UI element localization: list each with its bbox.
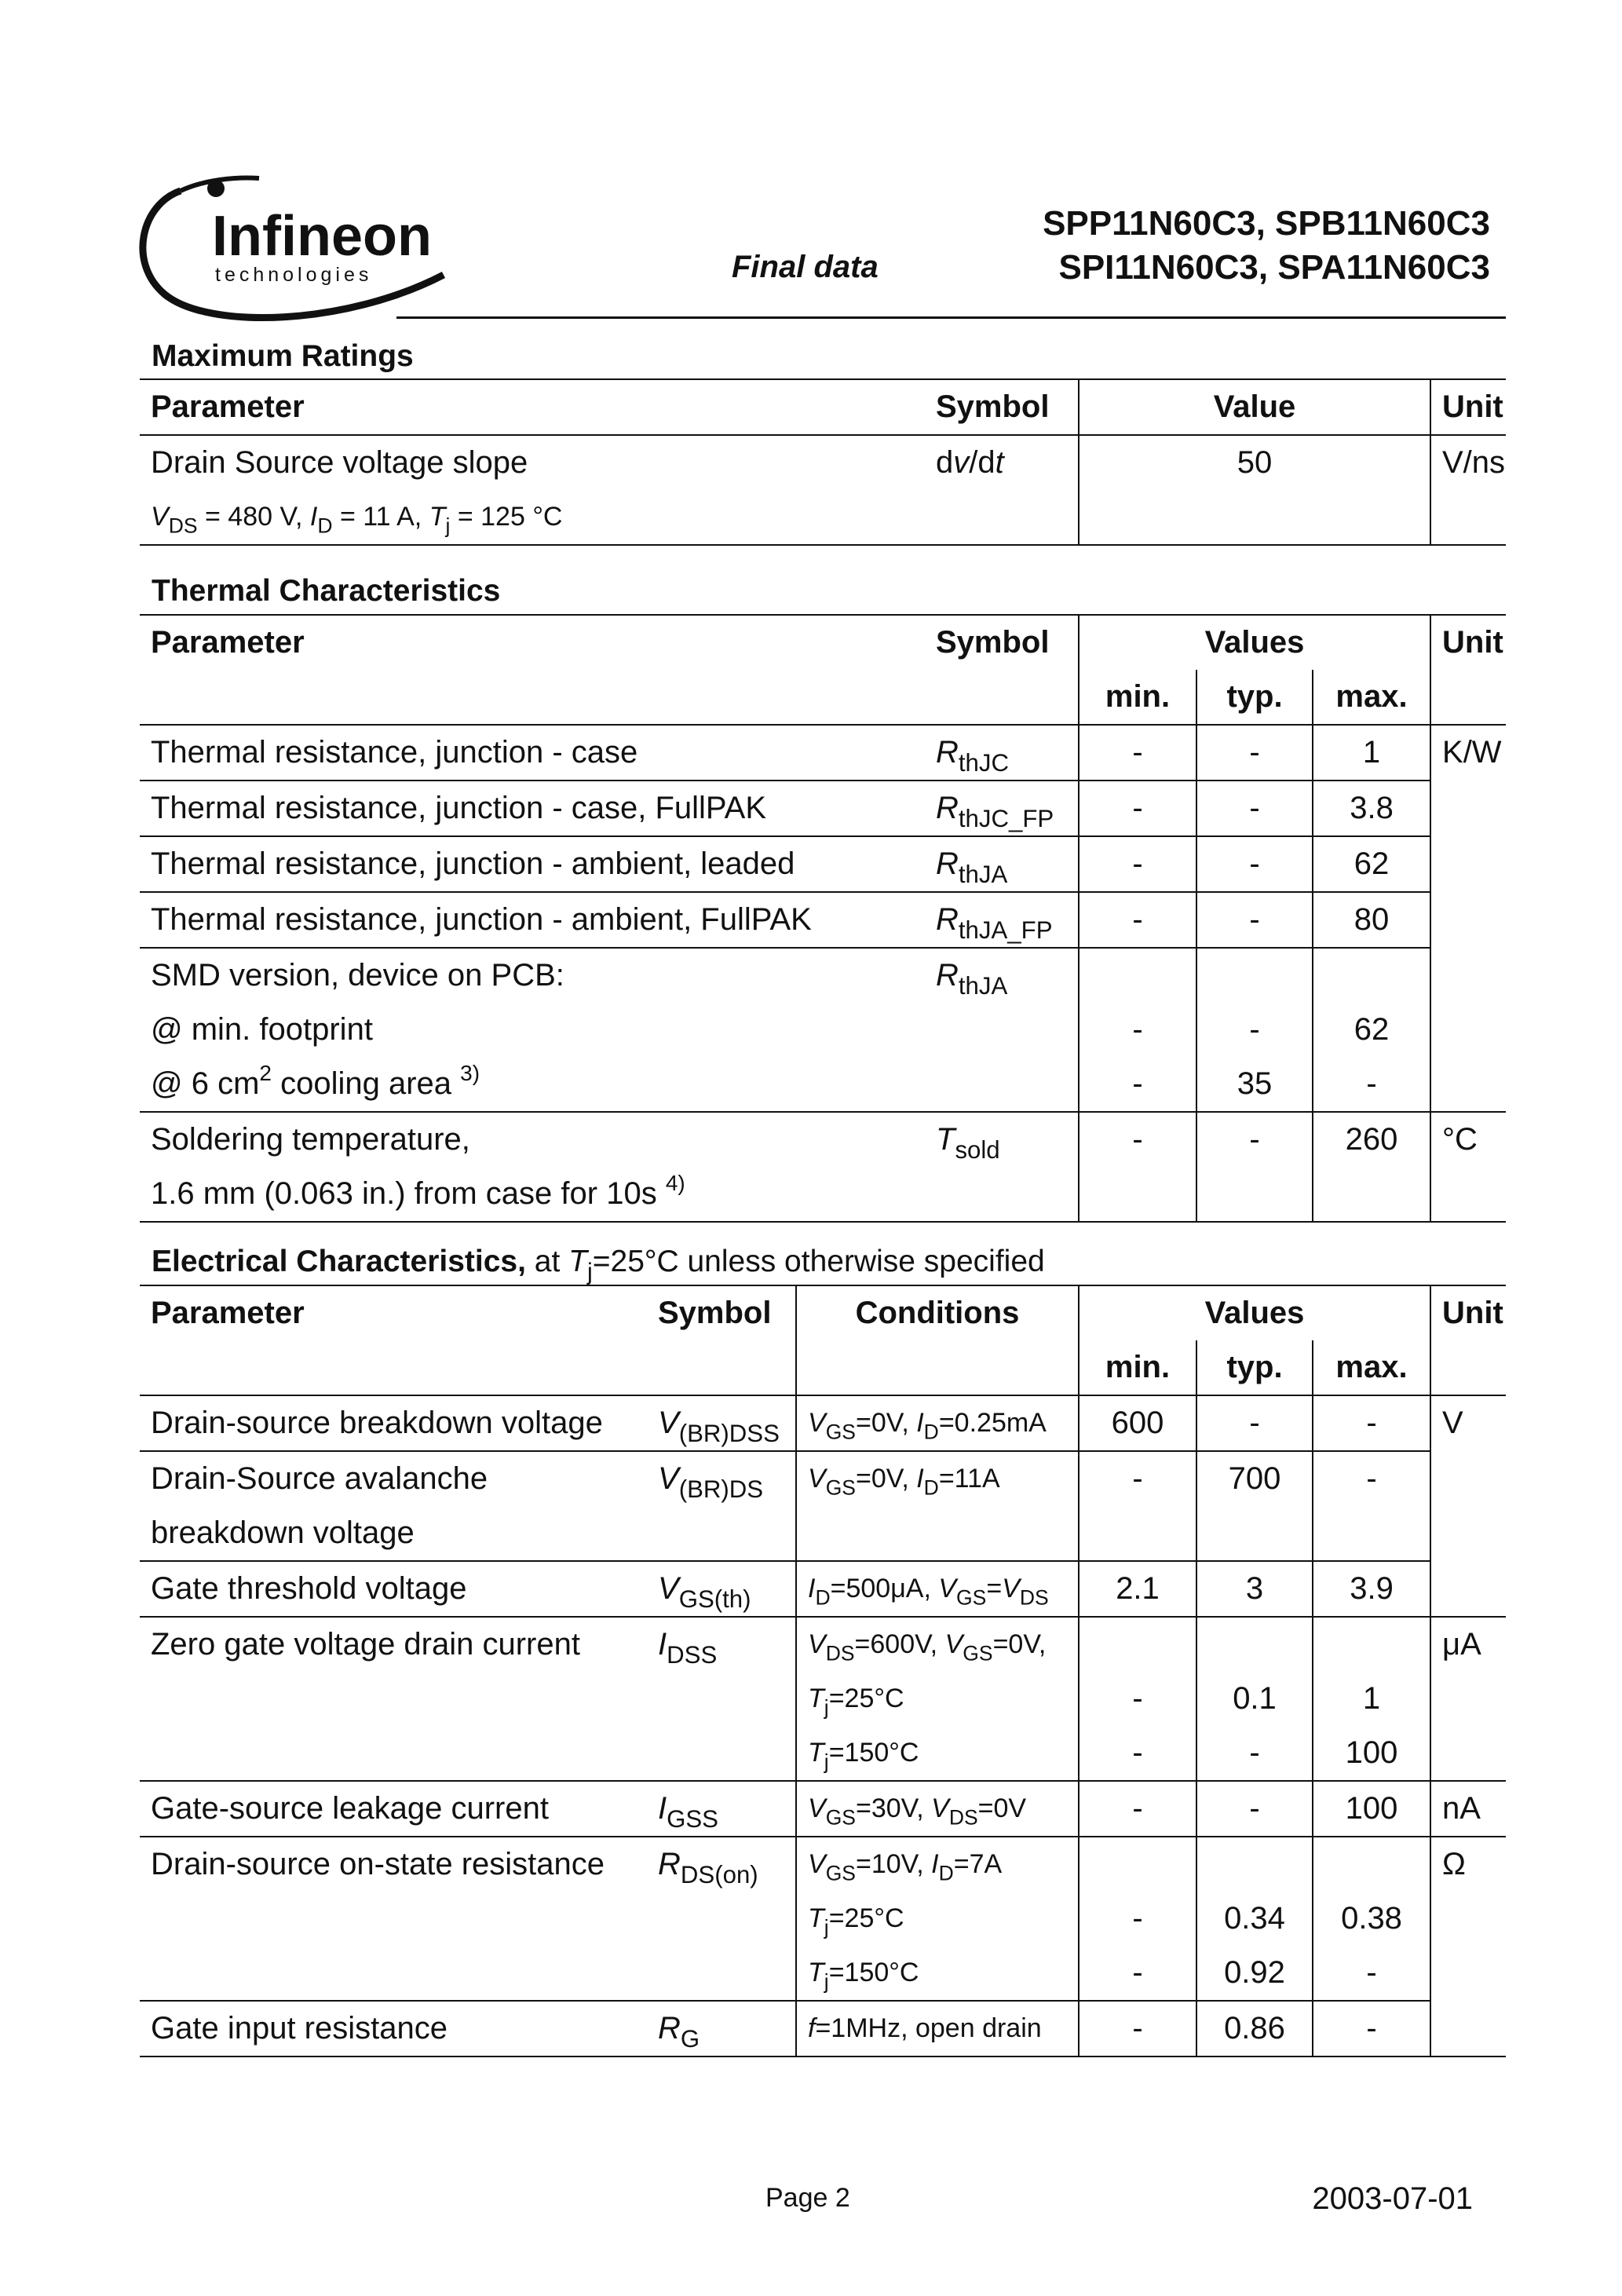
header-unit: Unit xyxy=(1430,1285,1506,1395)
min-value: - xyxy=(1079,2001,1196,2057)
max-value: 62 xyxy=(1313,1003,1430,1057)
min-value: - xyxy=(1079,1057,1196,1112)
max-value: 62 xyxy=(1313,836,1430,892)
param-name: Gate threshold voltage xyxy=(140,1561,647,1617)
table-row xyxy=(140,1617,1506,1672)
unit-cell: nA xyxy=(1430,1781,1506,1837)
param-name: Thermal resistance, junction - ambient, FullPAK xyxy=(140,892,925,948)
typ-value: - xyxy=(1196,1781,1313,1837)
page-number: Page 2 xyxy=(765,2183,850,2213)
header-rule xyxy=(396,316,1506,319)
max-value: 80 xyxy=(1313,892,1430,948)
conditions-cell: f=1MHz, open drain xyxy=(796,2001,1079,2057)
max-value: 0.38 xyxy=(1313,1892,1430,1946)
table-header-row xyxy=(140,615,1506,670)
typ-value: - xyxy=(1196,1112,1313,1222)
param-name-continued: breakdown voltage xyxy=(140,1506,647,1561)
header-max: max. xyxy=(1313,1340,1430,1395)
param-name: Gate input resistance xyxy=(140,2001,647,2057)
typ-value: 0.1 xyxy=(1196,1672,1313,1726)
param-name: Drain-source breakdown voltage xyxy=(140,1395,647,1451)
typ-value: - xyxy=(1196,1395,1313,1451)
table-row xyxy=(140,725,1506,781)
max-value: - xyxy=(1313,1395,1430,1451)
header-values: Values xyxy=(1079,615,1430,670)
param-subcondition: 1.6 mm (0.063 in.) from case for 10s $^{4)}$ xyxy=(140,1167,925,1222)
thermal-title: Thermal Characteristics xyxy=(152,574,501,608)
table-header-row xyxy=(140,1285,1506,1340)
min-value: - xyxy=(1079,1781,1196,1837)
max-value: 260 xyxy=(1313,1112,1430,1222)
table-row xyxy=(140,1561,1506,1617)
value-cell: 50 xyxy=(1079,435,1430,545)
table-row xyxy=(140,1451,1506,1506)
param-name: Thermal resistance, junction - case xyxy=(140,725,925,781)
param-name: Drain-Source avalanche xyxy=(151,1461,488,1496)
document-date: 2003-07-01 xyxy=(1312,2181,1473,2216)
min-value: 600 xyxy=(1079,1395,1196,1451)
typ-value: 35 xyxy=(1196,1057,1313,1112)
typ-value: 3 xyxy=(1196,1561,1313,1617)
part-numbers-line-2: SPI11N60C3, SPA11N60C3 xyxy=(1058,248,1490,287)
symbol-rthjc: $R_{thJC}$ xyxy=(925,725,1079,781)
min-value: - xyxy=(1079,1451,1196,1561)
symbol-dvdt: dv/dt xyxy=(925,435,1079,545)
symbol-rthja-smd: $R_{thJA}$ xyxy=(925,948,1079,1112)
unit-cell: V xyxy=(1430,1395,1506,1617)
infineon-logo xyxy=(133,169,463,330)
header-symbol: Symbol xyxy=(925,615,1079,725)
symbol-vbrds: $V_{(BR)DS}$ xyxy=(647,1451,796,1561)
conditions-cell: $T_j=25^\circ C$ xyxy=(796,1672,1079,1726)
header-typ: typ. xyxy=(1196,1340,1313,1395)
conditions-cell: $T_j=150^\circ C$ xyxy=(796,1946,1079,2001)
header-parameter: Parameter xyxy=(140,615,925,725)
header-unit: Unit xyxy=(1430,379,1506,435)
unit-cell: °C xyxy=(1430,1112,1506,1222)
header-min: min. xyxy=(1079,1340,1196,1395)
max-value: - xyxy=(1313,1451,1430,1561)
header-max: max. xyxy=(1313,670,1430,725)
table-row xyxy=(140,836,1506,892)
conditions-cell: $T_j=150^\circ C$ xyxy=(796,1726,1079,1781)
min-value: - xyxy=(1079,1726,1196,1781)
table-row xyxy=(140,892,1506,948)
typ-value: 0.86 xyxy=(1196,2001,1313,2057)
document-status: Final data xyxy=(732,250,879,284)
param-name: Thermal resistance, junction - case, FullPAK xyxy=(140,781,925,836)
table-row xyxy=(140,435,1506,490)
param-name: SMD version, device on PCB: xyxy=(151,958,564,993)
svg-text:technologies: technologies xyxy=(215,264,373,286)
header-parameter: Parameter xyxy=(140,1285,647,1395)
max-ratings-table xyxy=(140,378,1506,546)
min-value: - xyxy=(1079,1672,1196,1726)
table-row xyxy=(140,781,1506,836)
table-header-row xyxy=(140,379,1506,435)
min-value: - xyxy=(1079,1003,1196,1057)
typ-value: - xyxy=(1196,892,1313,948)
param-name: Zero gate voltage drain current xyxy=(140,1617,647,1781)
header-min: min. xyxy=(1079,670,1196,725)
header-unit: Unit xyxy=(1430,615,1506,725)
param-condition: $V_{DS} = 480$ V, $I_D = 11$ A, $T_j = 125$ °C xyxy=(140,490,925,545)
param-name: Soldering temperature, xyxy=(151,1122,470,1157)
param-name: Drain-source on-state resistance xyxy=(140,1837,647,2001)
max-value: 1 xyxy=(1313,1672,1430,1726)
electrical-table xyxy=(140,1285,1506,2057)
conditions-cell: $V_{GS}=30V$, $V_{DS}=0V$ xyxy=(796,1781,1079,1837)
typ-value: - xyxy=(1196,725,1313,781)
typ-value: - xyxy=(1196,781,1313,836)
table-row xyxy=(140,1395,1506,1451)
symbol-rg: $R_G$ xyxy=(647,2001,796,2057)
conditions-cell: $I_D=500\mu A$, $V_{GS}=V_{DS}$ xyxy=(796,1561,1079,1617)
unit-cell: Ω xyxy=(1430,1837,1506,2057)
conditions-cell: $V_{GS}=0V$, $I_D=0.25mA$ xyxy=(796,1395,1079,1451)
max-value: 100 xyxy=(1313,1781,1430,1837)
table-row xyxy=(140,1837,1506,1892)
electrical-title: Electrical Characteristics, at $T_j=25^\circ C$ unless otherwise specified xyxy=(152,1245,1045,1285)
min-value: - xyxy=(1079,1892,1196,1946)
conditions-cell: $V_{GS}=10V$, $I_D=7A$ xyxy=(796,1837,1079,1892)
max-value: 3.9 xyxy=(1313,1561,1430,1617)
symbol-igss: $I_{GSS}$ xyxy=(647,1781,796,1837)
typ-value: - xyxy=(1196,1003,1313,1057)
unit-cell: V/ns xyxy=(1430,435,1506,545)
min-value: - xyxy=(1079,1946,1196,2001)
min-value: - xyxy=(1079,781,1196,836)
conditions-cell: $T_j=25^\circ C$ xyxy=(796,1892,1079,1946)
header-symbol: Symbol xyxy=(925,379,1079,435)
table-row xyxy=(140,1057,1506,1112)
header-parameter: Parameter xyxy=(140,379,925,435)
typ-value: 0.34 xyxy=(1196,1892,1313,1946)
param-name: Thermal resistance, junction - ambient, leaded xyxy=(140,836,925,892)
header-conditions: Conditions xyxy=(796,1285,1079,1395)
min-value: 2.1 xyxy=(1079,1561,1196,1617)
table-row xyxy=(140,1781,1506,1837)
typ-value: 700 xyxy=(1196,1451,1313,1561)
part-numbers-line-1: SPP11N60C3, SPB11N60C3 xyxy=(1043,204,1490,243)
conditions-cell: $V_{GS}=0V$, $I_D=11A$ xyxy=(796,1451,1079,1561)
typ-value: 0.92 xyxy=(1196,1946,1313,2001)
symbol-idss: $I_{DSS}$ xyxy=(647,1617,796,1781)
max-value: 100 xyxy=(1313,1726,1430,1781)
param-name: Gate-source leakage current xyxy=(140,1781,647,1837)
symbol-tsold: $T_{sold}$ xyxy=(925,1112,1079,1222)
min-value: - xyxy=(1079,1112,1196,1222)
min-value: - xyxy=(1079,892,1196,948)
max-value: - xyxy=(1313,1946,1430,2001)
max-ratings-title: Maximum Ratings xyxy=(152,339,414,373)
symbol-rthja-fp: $R_{thJA\_FP}$ xyxy=(925,892,1079,948)
symbol-rthja: $R_{thJA}$ xyxy=(925,836,1079,892)
min-value: - xyxy=(1079,725,1196,781)
param-name: Drain Source voltage slope xyxy=(151,445,528,480)
max-value: - xyxy=(1313,2001,1430,2057)
symbol-rdson: $R_{DS(on)}$ xyxy=(647,1837,796,2001)
header-value: Value xyxy=(1079,379,1430,435)
max-value: - xyxy=(1313,1057,1430,1112)
symbol-vgsth: $V_{GS(th)}$ xyxy=(647,1561,796,1617)
max-value: 3.8 xyxy=(1313,781,1430,836)
table-row xyxy=(140,2001,1506,2057)
symbol-vbrdss: $V_{(BR)DSS}$ xyxy=(647,1395,796,1451)
typ-value: - xyxy=(1196,836,1313,892)
param-subcondition: @ min. footprint xyxy=(151,1012,373,1047)
param-subcondition: @ 6 $cm^2$ cooling area $^{3)}$ xyxy=(140,1057,925,1112)
max-value: 1 xyxy=(1313,725,1430,781)
unit-cell: K/W xyxy=(1430,725,1506,1112)
table-row xyxy=(140,1003,1506,1057)
min-value: - xyxy=(1079,836,1196,892)
thermal-table xyxy=(140,614,1506,1223)
typ-value: - xyxy=(1196,1726,1313,1781)
unit-cell: μA xyxy=(1430,1617,1506,1781)
table-row xyxy=(140,948,1506,1003)
header-symbol: Symbol xyxy=(647,1285,796,1395)
table-row xyxy=(140,1112,1506,1167)
header-typ: typ. xyxy=(1196,670,1313,725)
svg-text:Infineon: Infineon xyxy=(212,205,432,268)
symbol-rthjc-fp: $R_{thJC\_FP}$ xyxy=(925,781,1079,836)
header-values: Values xyxy=(1079,1285,1430,1340)
conditions-cell: $V_{DS}=600V$, $V_{GS}=0V$, xyxy=(796,1617,1079,1672)
